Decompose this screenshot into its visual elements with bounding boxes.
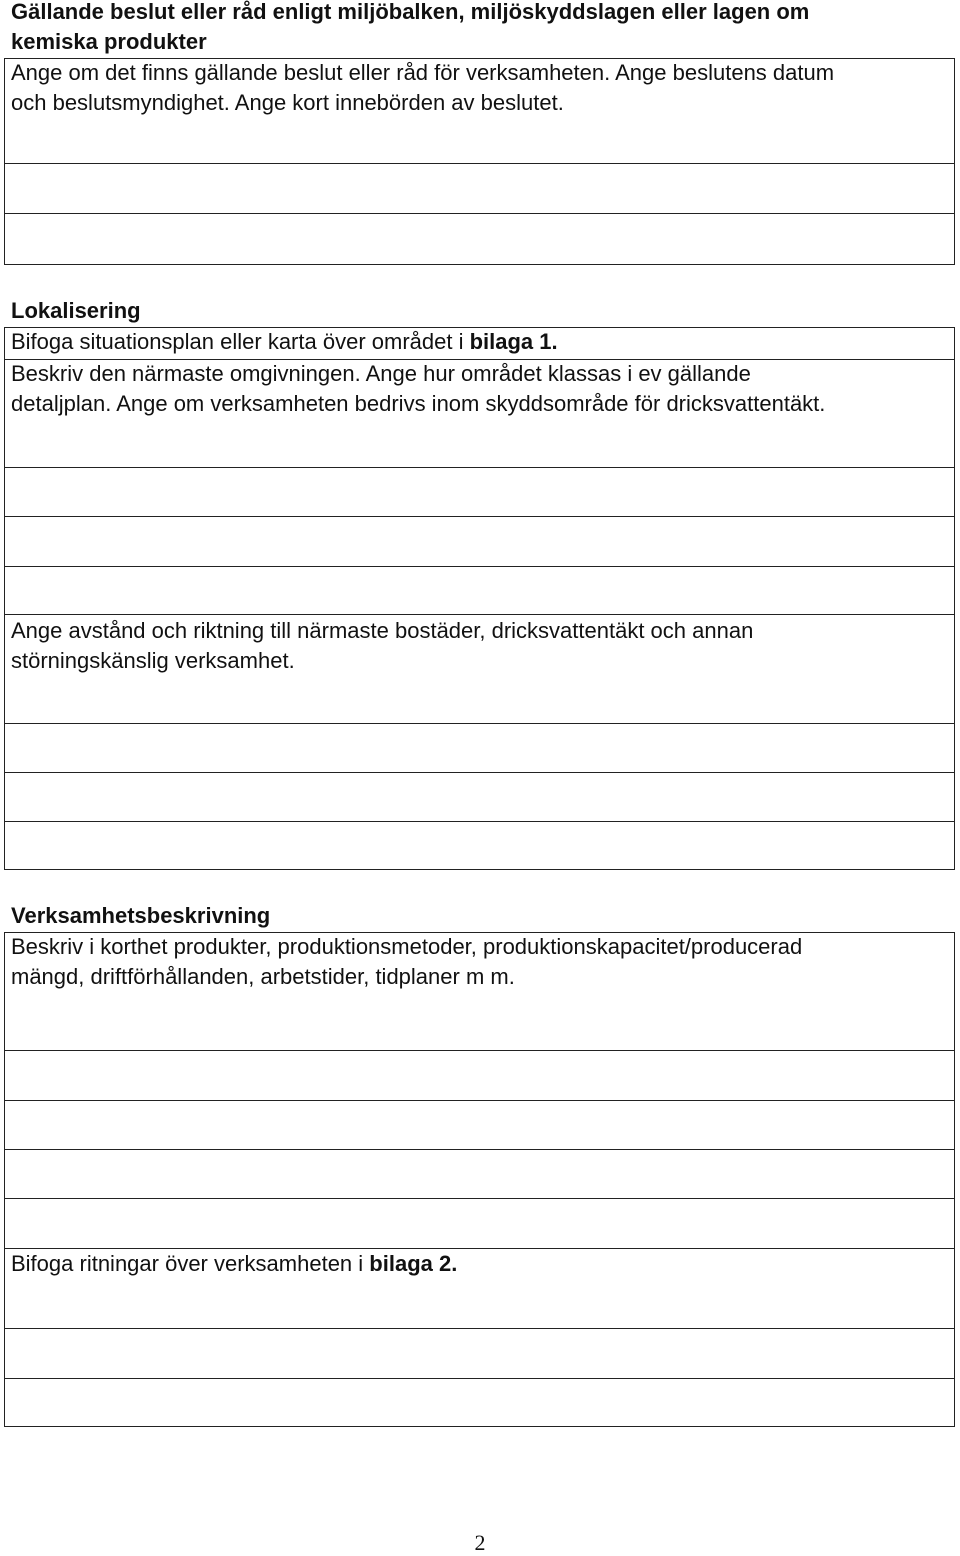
decisions-row-divider-2 <box>4 213 955 214</box>
location-instruction-3: detaljplan. Ange om verksamheten bedrivs inom skyddsområde för dricksvattentäkt. <box>11 391 826 416</box>
drawings-row-divider-2 <box>4 1378 955 1379</box>
location-row-divider-2 <box>4 516 955 517</box>
location-instruction-2: Beskriv den närmaste omgivningen. Ange hur området klassas i ev gällande <box>11 361 751 386</box>
distance-row-divider-3 <box>4 821 955 822</box>
appendix-1-ref: bilaga 1. <box>469 329 558 354</box>
section-heading-location: Lokalisering <box>11 298 141 323</box>
operations-answer-field-4[interactable] <box>6 1201 952 1247</box>
decisions-instruction-2: och beslutsmyndighet. Ange kort innebörden av beslutet. <box>11 90 564 115</box>
distance-answer-field-3[interactable] <box>6 824 952 868</box>
section-heading-decisions-cont: kemiska produkter <box>11 29 207 54</box>
operations-instruction-2: mängd, driftförhållanden, arbetstider, tidplaner m m. <box>11 964 515 989</box>
operations-row-divider-3 <box>4 1149 955 1150</box>
location-instruction-1: Bifoga situationsplan eller karta över området i bilaga 1. <box>11 329 558 354</box>
operations-row-divider-1 <box>4 1050 955 1051</box>
section-heading-operations: Verksamhetsbeskrivning <box>11 903 271 928</box>
drawings-answer-field-1[interactable] <box>6 1331 952 1377</box>
distance-row-divider-1 <box>4 723 955 724</box>
decisions-answer-field-2[interactable] <box>6 216 952 263</box>
decisions-instruction-1: Ange om det finns gällande beslut eller råd för verksamheten. Ange beslutens datum <box>11 60 835 85</box>
location-row-divider-3 <box>4 566 955 567</box>
location-answer-field-3[interactable] <box>6 569 952 615</box>
drawings-answer-field-2[interactable] <box>6 1381 952 1425</box>
distance-instruction-2: störningskänslig verksamhet. <box>11 648 295 673</box>
appendix-2-ref: bilaga 2. <box>369 1251 458 1276</box>
location-row-divider-4 <box>4 614 955 615</box>
operations-answer-field-2[interactable] <box>6 1103 952 1148</box>
location-answer-field-1[interactable] <box>6 470 952 515</box>
location-row-divider-1 <box>4 467 955 468</box>
section-heading-decisions: Gällande beslut eller råd enligt miljöbalken, miljöskyddslagen eller lagen om <box>11 0 810 24</box>
operations-answer-field-1[interactable] <box>6 1053 952 1099</box>
operations-answer-field-3[interactable] <box>6 1152 952 1197</box>
operations-instruction-1: Beskriv i korthet produkter, produktionsmetoder, produktionskapacitet/producerad <box>11 934 803 959</box>
decisions-answer-field-1[interactable] <box>6 166 952 212</box>
distance-instruction-1: Ange avstånd och riktning till närmaste bostäder, dricksvattentäkt och annan <box>11 618 754 643</box>
operations-row-divider-4 <box>4 1198 955 1199</box>
decisions-row-divider-1 <box>4 163 955 164</box>
distance-answer-field-2[interactable] <box>6 775 952 820</box>
distance-row-divider-2 <box>4 772 955 773</box>
drawings-row-divider-1 <box>4 1328 955 1329</box>
distance-answer-field-1[interactable] <box>6 726 952 771</box>
page-number: 2 <box>474 1530 486 1555</box>
location-answer-field-2[interactable] <box>6 519 952 565</box>
drawings-instruction: Bifoga ritningar över verksamheten i bilaga 2. <box>11 1251 458 1276</box>
operations-row-divider-2 <box>4 1100 955 1101</box>
